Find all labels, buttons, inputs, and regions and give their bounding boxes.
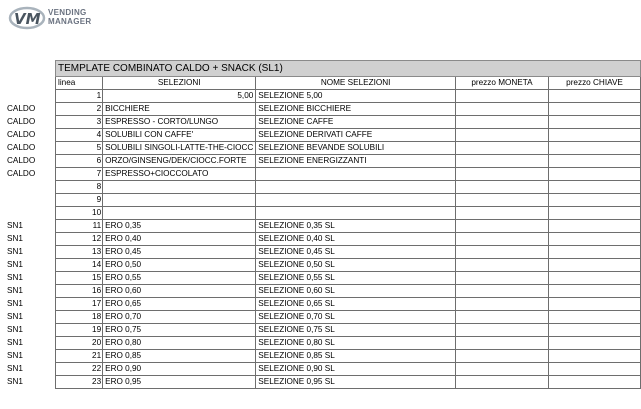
table-row <box>56 311 641 324</box>
linea-cell: 11 <box>56 220 103 233</box>
group-label: SN1 <box>7 286 23 295</box>
linea-cell: 5 <box>56 142 103 155</box>
linea-cell: 4 <box>56 129 103 142</box>
title-row <box>56 61 641 77</box>
prezzo-moneta-cell[interactable] <box>455 272 548 285</box>
selezione-cell: ERO 0,95 <box>103 376 256 389</box>
group-label: SN1 <box>7 364 23 373</box>
prezzo-moneta-cell[interactable] <box>455 298 548 311</box>
prezzo-chiave-cell[interactable] <box>549 298 641 311</box>
svg-text:VM: VM <box>14 10 41 28</box>
prezzo-chiave-cell[interactable] <box>549 376 641 389</box>
selezione-cell: ESPRESSO - CORTO/LUNGO <box>103 116 256 129</box>
selezione-cell: ERO 0,90 <box>103 363 256 376</box>
table-row <box>56 103 641 116</box>
prezzo-moneta-cell[interactable] <box>455 194 548 207</box>
selezione-cell: ESPRESSO+CIOCCOLATO <box>103 168 256 181</box>
prezzo-moneta-cell[interactable] <box>455 324 548 337</box>
table-row <box>56 181 641 194</box>
group-label: SN1 <box>7 312 23 321</box>
table-row <box>56 376 641 389</box>
selezione-cell: ERO 0,65 <box>103 298 256 311</box>
selezione-cell: ORZO/GINSENG/DEK/CIOCC.FORTE <box>103 155 256 168</box>
prezzo-chiave-cell[interactable] <box>549 116 641 129</box>
nome-cell: SELEZIONE CAFFE <box>256 116 456 129</box>
linea-cell: 2 <box>56 103 103 116</box>
prezzo-chiave-cell[interactable] <box>549 272 641 285</box>
linea-cell: 19 <box>56 324 103 337</box>
logo-line-2: MANAGER <box>48 17 92 26</box>
linea-cell: 10 <box>56 207 103 220</box>
nome-cell: SELEZIONE 0,85 SL <box>256 350 456 363</box>
prezzo-moneta-cell[interactable] <box>455 350 548 363</box>
nome-cell: SELEZIONE 0,95 SL <box>256 376 456 389</box>
table-row <box>56 155 641 168</box>
group-label: SN1 <box>7 273 23 282</box>
group-label: SN1 <box>7 247 23 256</box>
selezione-cell: ERO 0,35 <box>103 220 256 233</box>
prezzo-moneta-cell[interactable] <box>455 116 548 129</box>
prezzo-chiave-cell[interactable] <box>549 324 641 337</box>
linea-cell: 8 <box>56 181 103 194</box>
prezzo-chiave-cell[interactable] <box>549 220 641 233</box>
prezzo-moneta-cell[interactable] <box>455 90 548 103</box>
linea-cell: 9 <box>56 194 103 207</box>
group-label: CALDO <box>7 156 36 165</box>
nome-cell: SELEZIONE 0,50 SL <box>256 259 456 272</box>
prezzo-chiave-cell[interactable] <box>549 168 641 181</box>
nome-cell: SELEZIONE 0,35 SL <box>256 220 456 233</box>
header-prezzo-moneta: prezzo MONETA <box>455 77 548 90</box>
selezione-cell: ERO 0,45 <box>103 246 256 259</box>
selezione-cell: ERO 0,60 <box>103 285 256 298</box>
linea-cell: 1 <box>56 90 103 103</box>
table-row <box>56 272 641 285</box>
table-row <box>56 259 641 272</box>
prezzo-moneta-cell[interactable] <box>455 220 548 233</box>
nome-cell <box>256 181 456 194</box>
selezione-cell: SOLUBILI CON CAFFE' <box>103 129 256 142</box>
group-label: SN1 <box>7 234 23 243</box>
nome-cell <box>256 207 456 220</box>
nome-cell <box>256 194 456 207</box>
nome-cell: SELEZIONE ENERGIZZANTI <box>256 155 456 168</box>
selezione-cell: ERO 0,50 <box>103 259 256 272</box>
group-label: SN1 <box>7 351 23 360</box>
logo-line-1: VENDING <box>48 8 87 17</box>
selezione-cell <box>103 181 256 194</box>
linea-cell: 20 <box>56 337 103 350</box>
group-label: CALDO <box>7 169 36 178</box>
linea-cell: 7 <box>56 168 103 181</box>
linea-cell: 3 <box>56 116 103 129</box>
header-prezzo-chiave: prezzo CHIAVE <box>549 77 641 90</box>
prezzo-moneta-cell[interactable] <box>455 285 548 298</box>
selezione-cell: ERO 0,70 <box>103 311 256 324</box>
prezzo-chiave-cell[interactable] <box>549 350 641 363</box>
nome-cell: SELEZIONE 5,00 <box>256 90 456 103</box>
nome-cell: SELEZIONE 0,80 SL <box>256 337 456 350</box>
prezzo-moneta-cell[interactable] <box>455 181 548 194</box>
prezzo-chiave-cell[interactable] <box>549 311 641 324</box>
prezzo-chiave-cell[interactable] <box>549 90 641 103</box>
table-row <box>56 90 641 103</box>
group-label: SN1 <box>7 260 23 269</box>
prezzo-moneta-cell[interactable] <box>455 363 548 376</box>
prezzo-chiave-cell[interactable] <box>549 155 641 168</box>
prezzo-chiave-cell[interactable] <box>549 285 641 298</box>
prezzo-moneta-cell[interactable] <box>455 259 548 272</box>
group-label: SN1 <box>7 221 23 230</box>
header-nome-selezioni: NOME SELEZIONI <box>256 77 456 90</box>
table-row <box>56 194 641 207</box>
linea-cell: 23 <box>56 376 103 389</box>
selezione-cell <box>103 207 256 220</box>
selezione-cell <box>103 194 256 207</box>
nome-cell: SELEZIONE 0,40 SL <box>256 233 456 246</box>
prezzo-chiave-cell[interactable] <box>549 129 641 142</box>
group-label: SN1 <box>7 377 23 386</box>
prezzo-moneta-cell[interactable] <box>455 168 548 181</box>
prezzo-chiave-cell[interactable] <box>549 337 641 350</box>
group-label: SN1 <box>7 299 23 308</box>
linea-cell: 18 <box>56 311 103 324</box>
prezzo-chiave-cell[interactable] <box>549 103 641 116</box>
prezzo-chiave-cell[interactable] <box>549 181 641 194</box>
table-row <box>56 220 641 233</box>
selezione-cell: ERO 0,40 <box>103 233 256 246</box>
selezione-cell: BICCHIERE <box>103 103 256 116</box>
nome-cell: SELEZIONE 0,55 SL <box>256 272 456 285</box>
table-row <box>56 298 641 311</box>
prezzo-moneta-cell[interactable] <box>455 142 548 155</box>
selezione-cell: SOLUBILI SINGOLI-LATTE-THE-CIOCC <box>103 142 256 155</box>
prezzo-moneta-cell[interactable] <box>455 376 548 389</box>
header-row <box>56 77 641 90</box>
nome-cell: SELEZIONE BEVANDE SOLUBILI <box>256 142 456 155</box>
nome-cell: SELEZIONE 0,60 SL <box>256 285 456 298</box>
table-row <box>56 246 641 259</box>
nome-cell: SELEZIONE 0,90 SL <box>256 363 456 376</box>
prezzo-chiave-cell[interactable] <box>549 142 641 155</box>
prezzo-moneta-cell[interactable] <box>455 207 548 220</box>
nome-cell: SELEZIONE 0,45 SL <box>256 246 456 259</box>
linea-cell: 6 <box>56 155 103 168</box>
prezzo-moneta-cell[interactable] <box>455 233 548 246</box>
linea-cell: 21 <box>56 350 103 363</box>
selezione-cell: ERO 0,75 <box>103 324 256 337</box>
prezzo-moneta-cell[interactable] <box>455 246 548 259</box>
vm-logo-mark-icon <box>8 4 48 32</box>
linea-cell: 15 <box>56 272 103 285</box>
selezione-cell: 5,00 <box>103 90 256 103</box>
header-selezioni: SELEZIONI <box>103 77 256 90</box>
selezione-cell: ERO 0,80 <box>103 337 256 350</box>
linea-cell: 13 <box>56 246 103 259</box>
prezzo-chiave-cell[interactable] <box>549 207 641 220</box>
linea-cell: 14 <box>56 259 103 272</box>
group-label: CALDO <box>7 130 36 139</box>
prezzo-chiave-cell[interactable] <box>549 194 641 207</box>
group-label: CALDO <box>7 104 36 113</box>
table-row <box>56 116 641 129</box>
selezione-cell: ERO 0,85 <box>103 350 256 363</box>
group-label: CALDO <box>7 117 36 126</box>
prezzo-moneta-cell[interactable] <box>455 103 548 116</box>
linea-cell: 16 <box>56 285 103 298</box>
table-row <box>56 350 641 363</box>
prezzo-chiave-cell[interactable] <box>549 233 641 246</box>
group-label: SN1 <box>7 325 23 334</box>
linea-cell: 22 <box>56 363 103 376</box>
nome-cell: SELEZIONE BICCHIERE <box>256 103 456 116</box>
nome-cell: SELEZIONE 0,70 SL <box>256 311 456 324</box>
linea-cell: 12 <box>56 233 103 246</box>
nome-cell: SELEZIONE 0,75 SL <box>256 324 456 337</box>
linea-cell: 17 <box>56 298 103 311</box>
group-label: CALDO <box>7 143 36 152</box>
group-label: SN1 <box>7 338 23 347</box>
table-row <box>56 324 641 337</box>
table-row <box>56 129 641 142</box>
prezzo-moneta-cell[interactable] <box>455 311 548 324</box>
nome-cell: SELEZIONE DERIVATI CAFFE <box>256 129 456 142</box>
header-linea: linea <box>56 77 103 90</box>
prezzo-chiave-cell[interactable] <box>549 259 641 272</box>
prezzo-moneta-cell[interactable] <box>455 337 548 350</box>
nome-cell <box>256 168 456 181</box>
prezzo-moneta-cell[interactable] <box>455 129 548 142</box>
table-row <box>56 337 641 350</box>
prezzo-chiave-cell[interactable] <box>549 246 641 259</box>
sheet-title: TEMPLATE COMBINATO CALDO + SNACK (SL1) <box>56 61 641 77</box>
table-row <box>56 142 641 155</box>
table-row <box>56 363 641 376</box>
table-row <box>56 285 641 298</box>
table-row <box>56 168 641 181</box>
nome-cell: SELEZIONE 0,65 SL <box>256 298 456 311</box>
prezzo-moneta-cell[interactable] <box>455 155 548 168</box>
template-table <box>55 60 641 389</box>
table-row <box>56 233 641 246</box>
table-row <box>56 207 641 220</box>
selezione-cell: ERO 0,55 <box>103 272 256 285</box>
vending-manager-logo <box>8 4 128 32</box>
prezzo-chiave-cell[interactable] <box>549 363 641 376</box>
